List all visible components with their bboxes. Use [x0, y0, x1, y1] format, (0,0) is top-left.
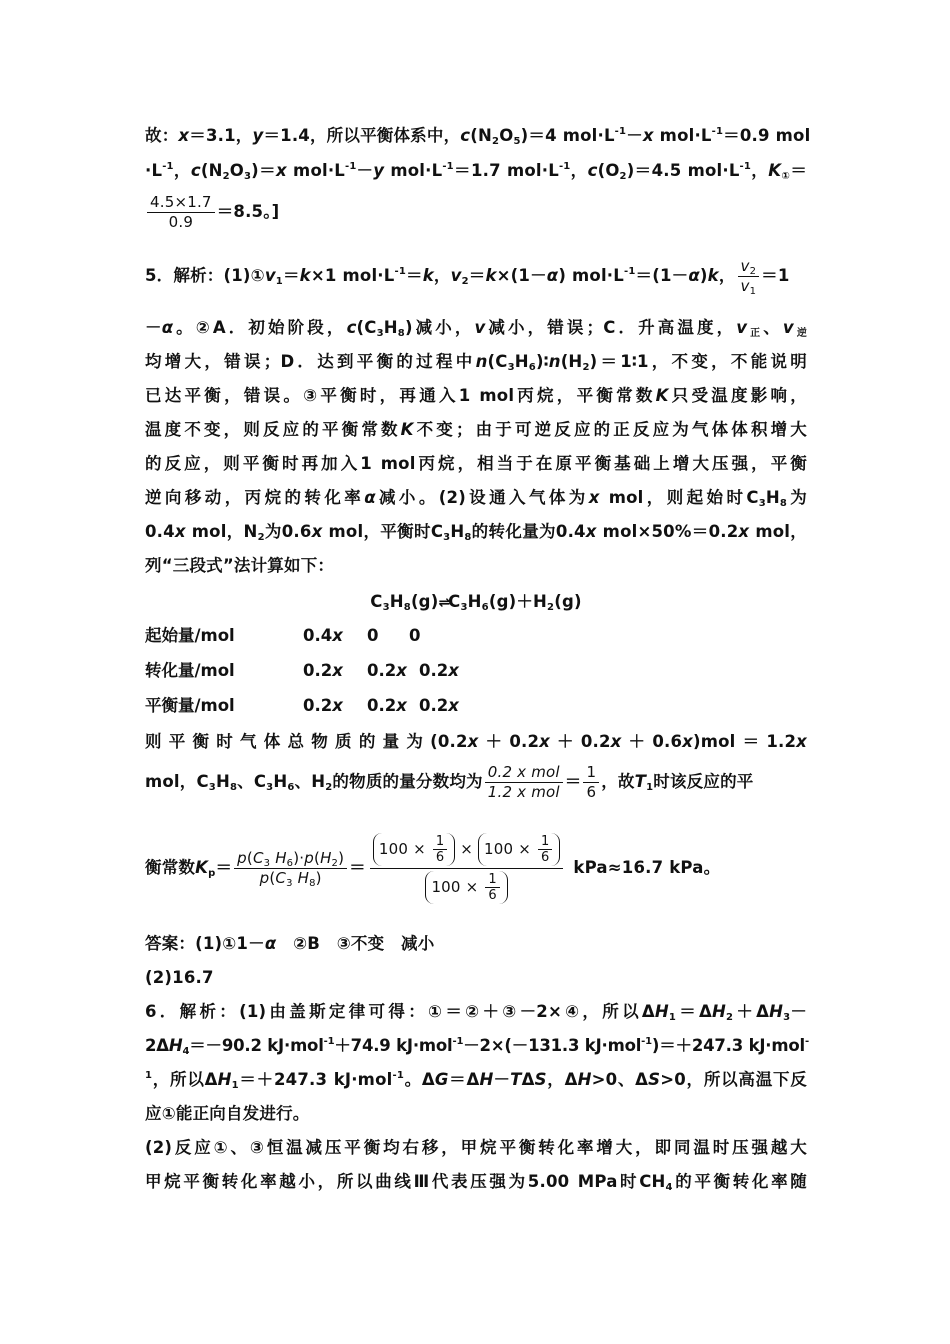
answer-line-2: (2)16.7	[145, 968, 214, 987]
frac-den: 6	[586, 783, 597, 801]
text-line-11: 0.4x mol，$N_2$为0.6x mol，平衡时$C_3H_8$的转化量为0.4x mol×50%＝0.2x mol，	[145, 522, 807, 543]
table-cell: 0.2x	[419, 661, 459, 680]
fraction-kp-definition: $\frac{p(C_3 H_6)\cdot p(H_2)}{p(C_3 H_8)}$	[234, 849, 347, 888]
table-cell: 0.2x	[303, 661, 343, 680]
q6-line-5: (2)反应①、③恒温减压平衡均右移，甲烷平衡转化率增大，即同温时压强越大	[145, 1138, 807, 1157]
kp-expression: 衡常数$K_p=$ $\frac{p(C_3 H_6)\cdot p(H_2)}{p(C_3 H_8)}$ ＝ 100 × $\frac{1}{6}$ × 100 × $\frac{1}{6}$ 100 × $\frac{1}{6}$ kPa≈16.7 kPa。	[145, 818, 807, 918]
text-line-8: 温度不变，则反应的平衡常数K不变；由于可逆反应的正反应为气体体积增大	[145, 420, 807, 439]
text-line-12: 列“三段式”法计算如下：	[145, 556, 335, 575]
fraction-k1-num: 4.5×1.7	[147, 193, 215, 213]
q6-line-6: 甲烷平衡转化率越小，所以曲线Ⅲ代表压强为5.00 MPa时$CH_4$的平衡转化率随	[145, 1172, 807, 1193]
table-label: 平衡量/mol	[145, 696, 235, 715]
text-line-2: $\cdot L^{-1}$，$c(N_2O_3)=x$ $mol\cdot L^{-1}-y$ $mol\cdot L^{-1}=1.7$ $mol\cdot L^{-1}$，$c(O_2)=4.5$ $mol\cdot L^{-1}$，$K_①=$	[145, 161, 808, 182]
v-ratio-result: ＝1	[761, 266, 790, 285]
kp-result: kPa≈16.7 kPa。	[573, 858, 721, 877]
reaction-equation: $C_3H_8(g)\rightleftharpoons C_3H_6(g)+H_2(g)$	[370, 592, 582, 613]
table-cell: 0.2x	[367, 661, 407, 680]
text-line-10: 逆向移动，丙烷的转化率α减小。(2)设通入气体为x mol，则起始时$C_3H_8$为	[145, 488, 808, 509]
document-page: 故：x＝3.1，y＝1.4，所以平衡体系中，$c(N_2O_5)=4$ $mol\cdot L^{-1}-x$ $mol\cdot L^{-1}=0.9$ mol $\cdot L^{-1}$，$c(N_2O_3)=x$ $mol\cdot L^{-1}-y$ $mol\cdot L^{-1}=1.7$ $mol\cdot L^{-1}$，$c(O_2)=4.5$ $mol\cdot L^{-1}$，$K_①=$ $\frac{4.5\times 1.7}{0.9}$ ＝8.5。] 5．解析：$(1)①v_1=k\times 1$ $mol\cdot L^{-1}=k$，$v_2=k\times(1-\alpha)$ $mol\cdot L^{-1}=(1-\alpha)k$， $\frac{v_2}{v_1}$ ＝1 －α。②A．初始阶段，$c(C_3H_8)$减小，v减小，错误；C．升高温度，$v_正$、$v_逆$ 均增大，错误；D．达到平衡的过程中$n(C_3H_6)∶n(H_2)=1∶1$，不变，不能说明 已达平衡，错误。③平衡时，再通入1 mol丙烷，平衡常数K只受温度影响， 温度不变，则反应的平衡常数K不变；由于可逆反应的正反应为气体体积增大 的反应，则平衡时再加入1 mol丙烷，相当于在原平衡基础上增大压强，平衡 逆向移动，丙烷的转化率α减小。(2)设通入气体为x mol，则起始时$C_3H_8$为 0.4x mol，$N_2$为0.6x mol，平衡时$C_3H_8$的转化量为0.4x mol×50%＝0.2x mol， 列“三段式”法计算如下： $C_3H_8(g)\rightleftharpoons C_3H_6(g)+H_2(g)$ 起始量/mol 0.4x 0 0 转化量/mol 0.2x 0.2x 0.2x 平衡量/mol 0.2x 0.2x 0.2x 则平衡时气体总物质的量为(0.2x＋0.2x＋0.2x＋0.6x)mol＝1.2x mol，$C_3H_8$、$C_3H_6$、$H_2$的物质的量分数均为 $\frac{\text{0.2 x mol}}{\text{1.2 x mol}}$ ＝ $\frac{1}{6}$ ，故$T_1$时该反应的平 衡常数$K_p=$ $\frac{p(C_3 H_6)\cdot p(H_2)}{p(C_3 H_8)}$ ＝ 100 × $\frac{1}{6}$ × 100 × $\frac{1}{6}$ 100 × $\frac{1}{6}$ kPa≈16.7 kPa。 答案：(1)①1－α ②B ③不变 减小 (2)16.7 6．解析：(1)由盖斯定律可得：①＝②＋③－2×④，所以$\Delta H_1=\Delta H_2+\Delta H_3-$ $2\Delta H_4=-90.2$ kJ·mol$^{-1}$＋74.9 kJ·mol$^{-1}$－2×(－131.3 kJ·mol$^{-1}$)＝＋247.3 kJ·mol- $^1$，所以$\Delta H_1=+247.3$ kJ·mol$^{-1}$。ΔG＝ΔH－TΔS，ΔH>0、ΔS>0，所以高温下反 应①能正向自发进行。 (2)反应①、③恒温减压平衡均右移，甲烷平衡转化率增大，即同温时压强越大 甲烷平衡转化率越小，所以曲线Ⅲ代表压强为5.00 MPa时$CH_4$的平衡转化率随	[145, 126, 811, 1193]
text-line-6: 均增大，错误；D．达到平衡的过程中$n(C_3H_6)∶n(H_2)=1∶1$，不变，不能说明	[145, 352, 807, 373]
fraction-one-sixth	[583, 763, 599, 802]
fraction-v2-v1: $\frac{v_2}{v_1}$	[738, 257, 760, 296]
answer-line-1: 答案：(1)①1－α ②B ③不变 减小	[145, 934, 435, 953]
q6-line-3: $^1$，所以$\Delta H_1=+247.3$ kJ·mol$^{-1}$。ΔG＝ΔH－TΔS，ΔH>0、ΔS>0，所以高温下反	[145, 1070, 807, 1091]
frac-num: 1	[583, 763, 599, 783]
table-cell: 0	[409, 626, 421, 645]
table-cell: 0.2x	[419, 696, 459, 715]
table-cell: 0	[367, 626, 379, 645]
q6-line-1: 6．解析：(1)由盖斯定律可得：①＝②＋③－2×④，所以$\Delta H_1=\Delta H_2+\Delta H_3-$	[145, 1002, 808, 1023]
fraction-k1	[147, 193, 215, 232]
text-line-7: 已达平衡，错误。③平衡时，再通入1 mol丙烷，平衡常数K只受温度影响，	[145, 386, 808, 405]
text-line-9: 的反应，则平衡时再加入1 mol丙烷，相当于在原平衡基础上增大压强，平衡	[145, 454, 807, 473]
q6-line-2: $2\Delta H_4=-90.2$ kJ·mol$^{-1}$＋74.9 kJ·mol$^{-1}$－2×(－131.3 kJ·mol$^{-1}$)＝＋247.3 kJ·mol-	[145, 1036, 809, 1057]
equals-sign: ＝	[564, 772, 582, 791]
table-label: 转化量/mol	[145, 661, 235, 680]
fraction-k1-den: 0.9	[168, 213, 194, 231]
table-cell: 0.2x	[367, 696, 407, 715]
table-label: 起始量/mol	[145, 626, 235, 645]
text-line-5: －α。②A．初始阶段，$c(C_3H_8)$减小，v减小，错误；C．升高温度，$v_正$、$v_逆$	[145, 318, 808, 339]
text-line-4: 5．解析：$(1)①v_1=k\times 1$ $mol\cdot L^{-1}=k$，$v_2=k\times(1-\alpha)$ $mol\cdot L^{-1}=(1-\alpha)k$， $\frac{v_2}{v_1}$ ＝1	[145, 257, 790, 297]
q6-line-4: 应①能正向自发进行。	[145, 1104, 310, 1123]
text-line-1: 故：x＝3.1，y＝1.4，所以平衡体系中，$c(N_2O_5)=4$ $mol\cdot L^{-1}-x$ $mol\cdot L^{-1}=0.9$ mol	[145, 126, 811, 147]
fraction-kp-values: 100 × $\frac{1}{6}$ × 100 × $\frac{1}{6}$ 100 × $\frac{1}{6}$	[370, 831, 564, 906]
text-line-17: mol，$C_3H_8$、$C_3H_6$、$H_2$的物质的量分数均为 $\frac{\text{0.2 x mol}}{\text{1.2 x mol}}$ ＝ $\frac{1}{6}$ ，故$T_1$时该反应的平	[145, 763, 754, 801]
fraction-mole: $\frac{\text{0.2 x mol}}{\text{1.2 x mol}}$	[485, 763, 563, 802]
table-cell: 0.2x	[303, 696, 343, 715]
k1-result: ＝8.5。]	[216, 202, 280, 221]
text-line-3	[145, 192, 807, 232]
text-line-16: 则平衡时气体总物质的量为(0.2x＋0.2x＋0.2x＋0.6x)mol＝1.2x	[145, 732, 808, 751]
